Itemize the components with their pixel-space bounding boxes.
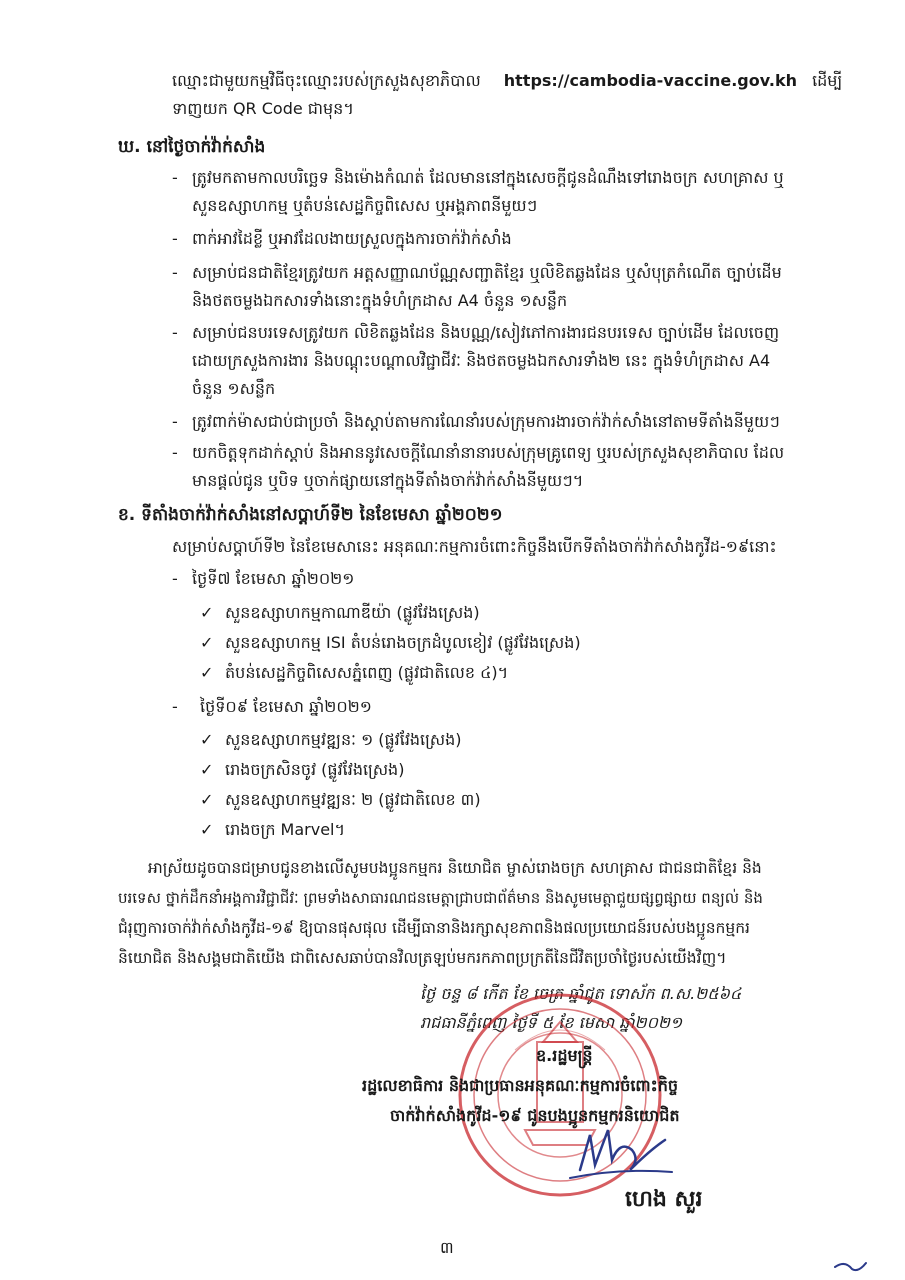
signatory-name: ហេង សួរ xyxy=(625,1187,703,1212)
site-item: រោងចក្រ Marvel។ xyxy=(225,820,346,839)
bullet-dash: - xyxy=(172,697,178,716)
section-c-item: ចំនួន ១សន្លឹក xyxy=(192,379,276,398)
check-icon: ✓ xyxy=(200,730,214,749)
bullet-dash: - xyxy=(172,229,178,248)
check-icon: ✓ xyxy=(200,663,214,682)
check-icon: ✓ xyxy=(200,820,214,839)
section-c-item: ត្រូវពាក់ម៉ាសជាប់ជាប្រចាំ និងស្ដាប់តាមការណែនាំរបស់ក្រុមការងារចាក់វ៉ាក់សាំងនៅតាមទីតាំងនីមួយៗ xyxy=(192,412,780,431)
site-item: សួនឧស្សាហកម្មវឌ្ឍនៈ ២ (ផ្លូវជាតិលេខ ៣) xyxy=(225,790,481,809)
section-d-intro: សម្រាប់សប្ដាហ៍ទី២ នៃខែមេសានេះ អនុគណៈកម្មការចំពោះកិច្ចនឹងបើកទីតាំងចាក់វ៉ាក់សាំងកូវីដ-១៩នោះ xyxy=(172,537,777,556)
check-icon: ✓ xyxy=(200,603,214,622)
signatory-title: រដ្ឋលេខាធិការ និងជាប្រធានអនុគណៈកម្មការចំពោះកិច្ច xyxy=(362,1076,678,1095)
intro-line-2: ទាញយក QR Code ជាមុន។ xyxy=(172,99,354,118)
bullet-dash: - xyxy=(172,168,178,187)
site-item: សួនឧស្សាហកម្មវឌ្ឍនៈ ១ (ផ្លូវវែងស្រេង) xyxy=(225,730,462,749)
section-c-item: មានផ្ដល់ជូន ឬបិទ ឬចាក់ផ្សាយនៅក្នុងទីតាំងចាក់វ៉ាក់សាំងនីមួយៗ។ xyxy=(192,471,584,490)
section-c-heading: ឃ. នៅថ្ងៃចាក់វ៉ាក់សាំង xyxy=(118,137,266,157)
day-2-label: ថ្ងៃទី០៩ ខែមេសា ឆ្នាំ២០២១ xyxy=(200,697,372,716)
bullet-dash: - xyxy=(172,263,178,282)
signatory-rank: ឧ.រដ្ឋមន្ត្រី xyxy=(536,1046,593,1065)
closing-line: អាស្រ័យដូចបានជម្រាបជូនខាងលើសូមបងប្អូនកម្មករ និយោជិត ម្ចាស់រោងចក្រ សហគ្រាស ជាជនជាតិខ្មែរ និង xyxy=(148,859,762,877)
handwritten-signature-icon xyxy=(560,1120,680,1190)
check-icon: ✓ xyxy=(200,790,214,809)
day-1-label: ថ្ងៃទី៧ ខែមេសា ឆ្នាំ២០២១ xyxy=(192,569,355,588)
section-c-item: សួនឧស្សាហកម្ម ឬតំបន់សេដ្ឋកិច្ចពិសេស ឬអង្គភាពនីមួយៗ xyxy=(192,196,538,215)
lunar-date: ថ្ងៃ ចន្ទ ៨ កើត ខែ ចេត្រ ឆ្នាំជូត ទោស័ក ព.ស.២៥៦៤ xyxy=(420,984,742,1003)
page-number: ៣ xyxy=(440,1238,454,1257)
section-c-item: ពាក់អាវដៃខ្លី ឬអាវដែលងាយស្រួលក្នុងការចាក់វ៉ាក់សាំង xyxy=(192,229,512,248)
section-c-item: សម្រាប់ជនបរទេសត្រូវយក លិខិតឆ្លងដែន និងបណ្ណ/សៀវភៅការងារជនបរទេស ច្បាប់ដើម ដែលចេញ xyxy=(192,323,780,342)
bullet-dash: - xyxy=(172,323,178,342)
section-c-item: និងថតចម្លងឯកសារទាំងនោះក្នុងទំហំក្រដាស A4 ចំនួន ១សន្លឹក xyxy=(192,291,568,310)
bullet-dash: - xyxy=(172,443,178,462)
signatory-title: ចាក់វ៉ាក់សាំងកូវីដ-១៩ ជូនបងប្អូនកម្មករនិយោជិត xyxy=(390,1106,680,1125)
closing-line: និយោជិត និងសង្គមជាតិយើង ជាពិសេសឆាប់បានវិលត្រឡប់មករកភាពប្រក្រតីនៃជីវិតប្រចាំថ្ងៃរបស់យើងវិញ។ xyxy=(118,949,727,967)
check-icon: ✓ xyxy=(200,633,214,652)
intro-text: ឈ្មោះជាមួយកម្មវិធីចុះឈ្មោះរបស់ក្រសួងសុខាភិបាល xyxy=(172,71,481,90)
site-item: រោងចក្រសិនចូវ (ផ្លូវវែងស្រេង) xyxy=(225,760,405,779)
section-c-item: ត្រូវមកតាមកាលបរិច្ឆេទ និងម៉ោងកំណត់ ដែលមាននៅក្នុងសេចក្ដីជូនដំណឹងទៅរោងចក្រ សហគ្រាស ឬ xyxy=(192,168,784,187)
bullet-dash: - xyxy=(172,569,178,588)
initials-mark-icon xyxy=(830,1255,870,1275)
closing-line: ជំរុញការចាក់វ៉ាក់សាំងកូវីដ-១៩ ឱ្យបានផុសផុល ដើម្បីធានានិងរក្សាសុខភាពនិងផលប្រយោជន៍របស់បងប្អូនកម្មករ xyxy=(118,919,750,937)
site-item: សួនឧស្សាហកម្ម ISI តំបន់រោងចក្រដំបូលខៀវ (ផ្លូវវែងស្រេង) xyxy=(225,633,581,652)
section-d-heading: ខ. ទីតាំងចាក់វ៉ាក់សាំងនៅសប្ដាហ៍ទី២ នៃខែមេសា ឆ្នាំ២០២១ xyxy=(118,505,503,525)
check-icon: ✓ xyxy=(200,760,214,779)
section-c-item: យកចិត្តទុកដាក់ស្ដាប់ និងអាននូវសេចក្ដីណែនាំនានារបស់ក្រុមគ្រូពេទ្យ ឬរបស់ក្រសួងសុខាភិបាល ដែល xyxy=(192,443,785,462)
solar-date: រាជធានីភ្នំពេញ ថ្ងៃទី ៥ ខែ មេសា ឆ្នាំ២០២១ xyxy=(420,1013,683,1032)
closing-line: បរទេស ថ្នាក់ដឹកនាំអង្គការវិជ្ជាជីវៈ ព្រមទាំងសាធារណជនមេត្តាជ្រាបជាព័ត៌មាន និងសូមមេត្តាជួយផ្សព្វផ្សាយ ពន្យល់ និង xyxy=(118,889,763,907)
site-item: តំបន់សេដ្ឋកិច្ចពិសេសភ្នំពេញ (ផ្លូវជាតិលេខ ៤)។ xyxy=(225,663,509,682)
section-c-item: សម្រាប់ជនជាតិខ្មែរត្រូវយក អត្តសញ្ញាណប័ណ្ណសញ្ជាតិខ្មែរ ឬលិខិតឆ្លងដែន ឬសំបុត្រកំណើត ច្បាប់ដើម xyxy=(192,263,782,282)
intro-suffix: ដើម្បី xyxy=(812,71,843,90)
site-item: សួនឧស្សាហកម្មកាណាឌីយ៉ា (ផ្លូវវែងស្រេង) xyxy=(225,603,480,622)
bullet-dash: - xyxy=(172,412,178,431)
intro-line-1 xyxy=(172,70,842,92)
section-c-item: ដោយក្រសួងការងារ និងបណ្ដុះបណ្ដាលវិជ្ជាជីវៈ និងថតចម្លងឯកសារទាំង២ នេះ ក្នុងទំហំក្រដាស A4 xyxy=(192,351,771,370)
registration-link[interactable]: https://cambodia-vaccine.gov.kh xyxy=(503,71,797,90)
